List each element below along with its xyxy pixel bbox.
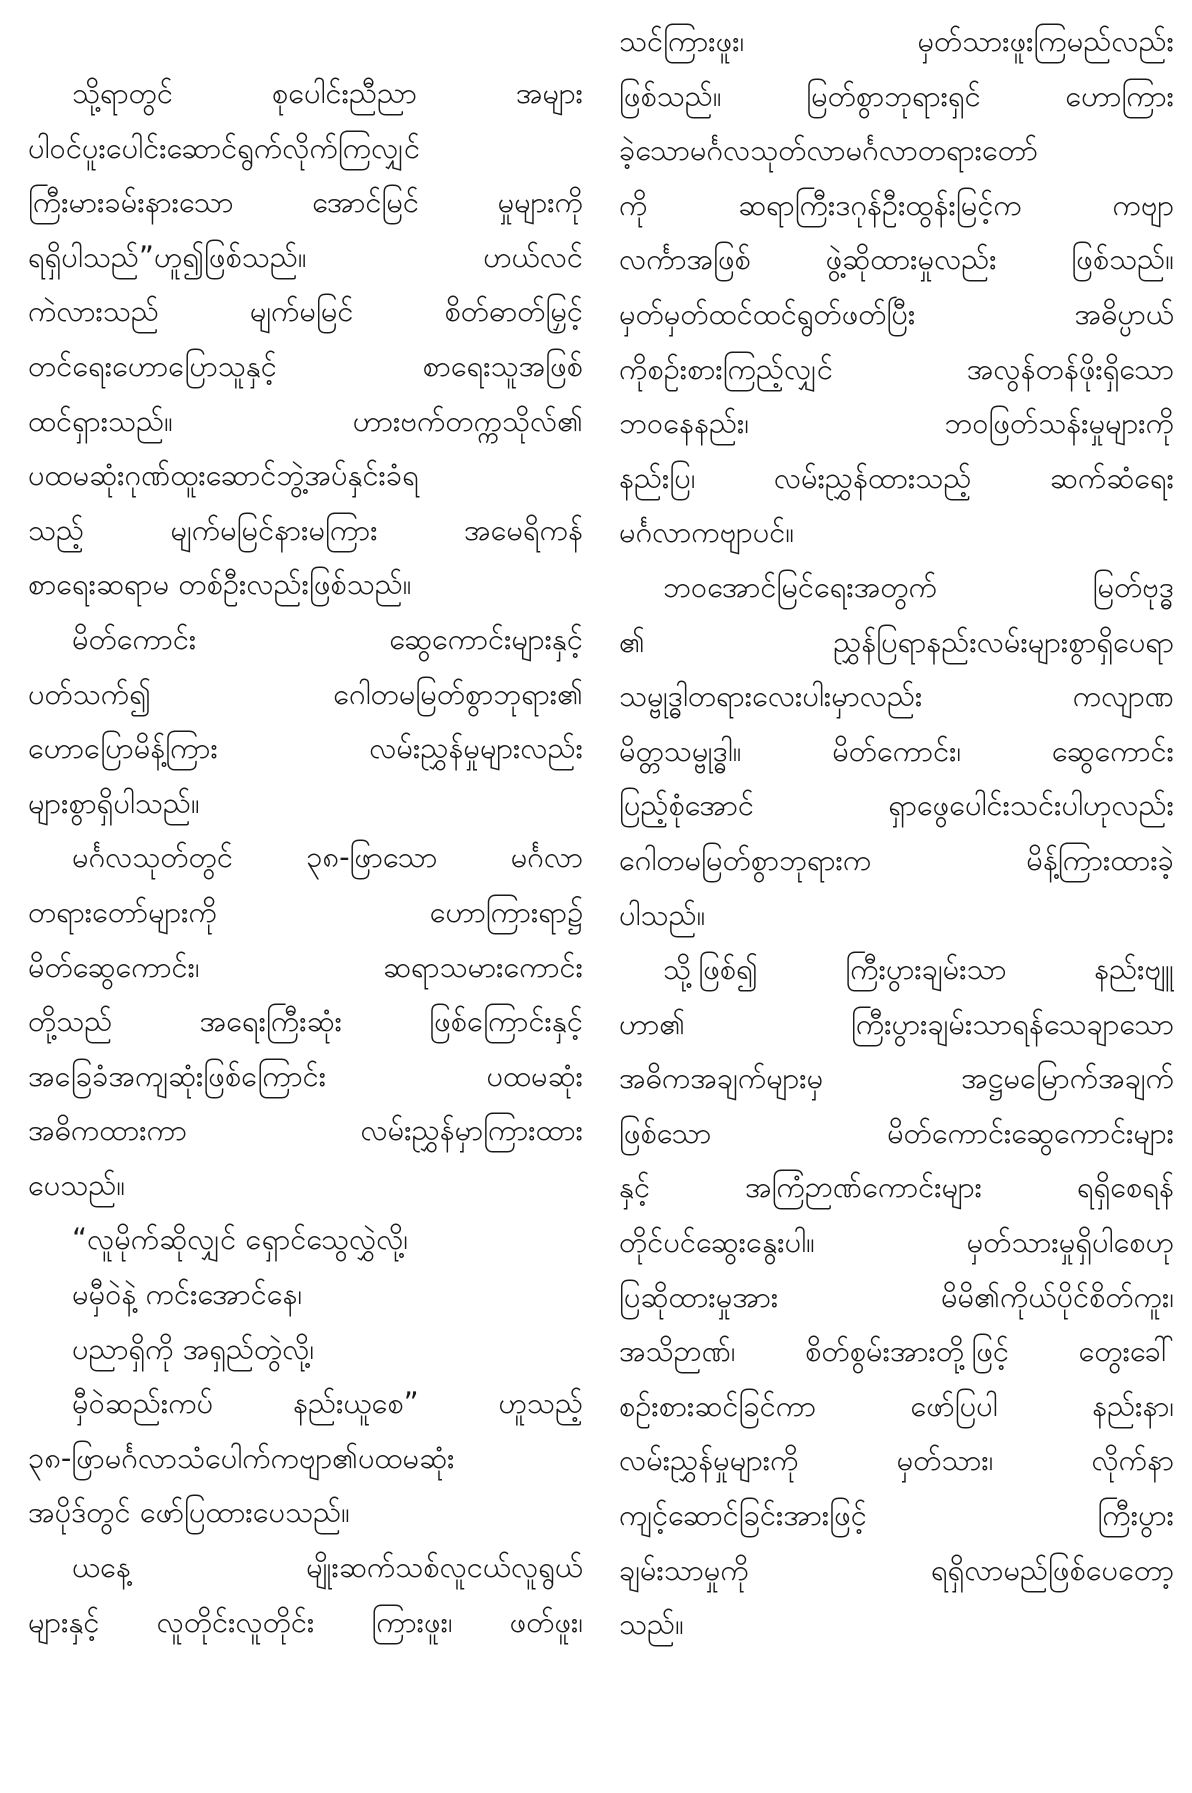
text-line: ချမ်းသာမှုကို ရရှိလာမည်ဖြစ်ပေတော့ bbox=[619, 1552, 1174, 1587]
text-line: မိတ္တသမ္ဗုဒ္ဓါ။ မိတ်ကောင်း၊ ဆွေကောင်း bbox=[619, 733, 1174, 768]
text-line: ပထမဆုံးဂုဏ်ထူးဆောင်ဘွဲ့အပ်နှင်းခံရ bbox=[28, 458, 419, 493]
text-line: ခဲ့သောမင်္ဂလသုတ်လာမင်္ဂလာတရားတော် bbox=[619, 133, 1038, 168]
text-line: ပြည့်စုံအောင် ရှာဖွေပေါင်းသင်းပါဟုလည်း bbox=[619, 788, 1174, 823]
text-line: သင်ကြားဖူး၊ မှတ်သားဖူးကြမည်လည်း bbox=[619, 24, 1174, 58]
text-line: ပညာရှိကို အရှည်တွဲလို့၊ bbox=[72, 1331, 315, 1366]
text-line: ကျင့်ဆောင်ခြင်းအားဖြင့် ကြီးပွား bbox=[619, 1498, 1174, 1533]
text-line: သမ္ဗုဒ္ဓါတရားလေးပါးမှာလည်း ကလျာဏ bbox=[619, 679, 1174, 714]
text-line: ပေသည်။ bbox=[28, 1167, 126, 1202]
text-line: ပါသည်။ bbox=[619, 897, 706, 932]
text-line: ဖြစ်သော မိတ်ကောင်းဆွေကောင်းများ bbox=[619, 1115, 1174, 1150]
text-line: မှတ်မှတ်ထင်ထင်ရွတ်ဖတ်ပြီး အဓိပ္ပာယ် bbox=[619, 296, 1174, 331]
text-line: ကိုစဉ်းစားကြည့်လျှင် အလွန်တန်ဖိုးရှိသော bbox=[619, 351, 1174, 386]
text-line: ၃၈-ဖြာမင်္ဂလာသံပေါက်ကဗျာ၏ပထမဆုံး bbox=[28, 1440, 455, 1475]
text-line: ကို ဆရာကြီးဒဂုန်ဦးထွန်းမြင့်က ကဗျာ bbox=[619, 187, 1174, 222]
text-line: သို့ရာတွင် စုပေါင်းညီညာ အများ bbox=[72, 76, 583, 110]
text-line: သည့် မျက်မမြင်နားမကြား အမေရိကန် bbox=[28, 512, 583, 547]
text-line: မိတ်ဆွေကောင်း၊ ဆရာသမားကောင်း bbox=[28, 949, 583, 984]
text-line: နှင့် အကြံဉာဏ်ကောင်းများ ရရှိစေရန် bbox=[619, 1170, 1174, 1205]
text-line: ကဲလားသည် မျက်မမြင် စိတ်ဓာတ်မြှင့် bbox=[28, 294, 583, 329]
text-line: ၏ ညွှန်ပြရာနည်းလမ်းများစွာရှိပေရာ bbox=[619, 624, 1174, 659]
text-line: အပိုဒ်တွင် ဖော်ပြထားပေသည်။ bbox=[28, 1495, 350, 1530]
text-line: တို့သည် အရေးကြီးဆုံး ဖြစ်ကြောင်းနှင့် bbox=[28, 1004, 583, 1039]
text-line: ယနေ့ မျိုးဆက်သစ်လူငယ်လူရွယ် bbox=[72, 1550, 583, 1585]
text-line: တင်ရေးဟောပြောသူနှင့် စာရေးသူအဖြစ် bbox=[28, 348, 583, 383]
text-line: မှီဝဲဆည်းကပ် နည်းယူစေ” ဟူသည့် bbox=[72, 1386, 583, 1421]
text-line: အခြေခံအကျဆုံးဖြစ်ကြောင်း ပထမဆုံး bbox=[28, 1058, 583, 1093]
text-line: လမ်းညွှန်မှုများကို မှတ်သား၊ လိုက်နာ bbox=[619, 1443, 1174, 1478]
text-line: လင်္ကာအဖြစ် ဖွဲ့ဆိုထားမှုလည်း ဖြစ်သည်။ bbox=[619, 242, 1174, 277]
text-line: ရရှိပါသည်”ဟူ၍ဖြစ်သည်။ ဟယ်လင် bbox=[28, 239, 583, 274]
text-line: တိုင်ပင်ဆွေးနွေးပါ။ မှတ်သားမှုရှိပါစေဟု bbox=[619, 1225, 1174, 1260]
text-line: ထင်ရှားသည်။ ဟားဗက်တက္ကသိုလ်၏ bbox=[28, 403, 583, 438]
text-line: ဟောပြောမိန့်ကြား လမ်းညွှန်မှုများလည်း bbox=[28, 731, 583, 766]
text-line: ဟာ၏ ကြီးပွားချမ်းသာရန်သေချာသော bbox=[619, 1006, 1174, 1041]
text-line: များနှင့် လူတိုင်းလူတိုင်း ကြားဖူး၊ ဖတ်ဖူး၊ bbox=[28, 1604, 583, 1639]
text-line: ပြဆိုထားမှုအား မိမိ၏ကိုယ်ပိုင်စိတ်ကူး၊ bbox=[619, 1279, 1174, 1314]
text-line: မိတ်ကောင်း ဆွေကောင်းများနှင့် bbox=[72, 621, 583, 656]
text-line: ဖြစ်သည်။ မြတ်စွာဘုရားရှင် ဟောကြား bbox=[619, 78, 1174, 113]
text-line: သို့ဖြစ်၍ ကြီးပွားချမ်းသာ နည်းဗျူ bbox=[663, 952, 1174, 987]
left-column bbox=[28, 14, 583, 1783]
text-line: စဉ်းစားဆင်ခြင်ကာ ဖော်ပြပါ နည်းနာ၊ bbox=[619, 1388, 1174, 1423]
text-line: မင်္ဂလာကဗျာပင်။ bbox=[619, 515, 795, 550]
text-line: ပတ်သက်၍ ဂေါတမမြတ်စွာဘုရား၏ bbox=[28, 676, 583, 711]
text-line: ဂေါတမမြတ်စွာဘုရားက မိန့်ကြားထားခဲ့ bbox=[619, 842, 1174, 877]
text-line: မင်္ဂလသုတ်တွင် ၃၈-ဖြာသော မင်္ဂလာ bbox=[72, 840, 583, 875]
text-line: ဘဝအောင်မြင်ရေးအတွက် မြတ်ဗုဒ္ဓ bbox=[663, 569, 1174, 604]
text-line: သည်။ bbox=[619, 1607, 684, 1642]
text-line: ကြီးမားခမ်းနားသော အောင်မြင် မှုများကို bbox=[28, 185, 583, 220]
text-line: တရားတော်များကို ဟောကြားရာ၌ bbox=[28, 894, 583, 929]
text-line: မမှီဝဲနဲ့ ကင်းအောင်နေ၊ bbox=[72, 1277, 303, 1312]
text-line: အသိဉာဏ်၊ စိတ်စွမ်းအားတို့ဖြင့် တွေးခေါ် bbox=[619, 1334, 1174, 1369]
right-column bbox=[619, 14, 1174, 1783]
text-line: “လူမိုက်ဆိုလျှင် ရှောင်သွေလွှဲလို့၊ bbox=[72, 1222, 408, 1257]
text-line: အဓိကထားကာ လမ်းညွှန်မှာကြားထား bbox=[28, 1113, 583, 1148]
text-line: အဓိကအချက်များမှ အဋ္ဌမမြောက်အချက် bbox=[619, 1061, 1174, 1096]
text-line: နည်းပြ၊ လမ်းညွှန်ထားသည့် ဆက်ဆံရေး bbox=[619, 460, 1174, 495]
text-line: ပါဝင်ပူးပေါင်းဆောင်ရွက်လိုက်ကြလျှင် bbox=[28, 130, 421, 165]
text-line: ဘဝနေနည်း၊ ဘဝဖြတ်သန်းမှုများကို bbox=[619, 406, 1174, 441]
text-line: စာရေးဆရာမ တစ်ဦးလည်းဖြစ်သည်။ bbox=[28, 567, 412, 602]
text-line: များစွာရှိပါသည်။ bbox=[28, 785, 200, 820]
